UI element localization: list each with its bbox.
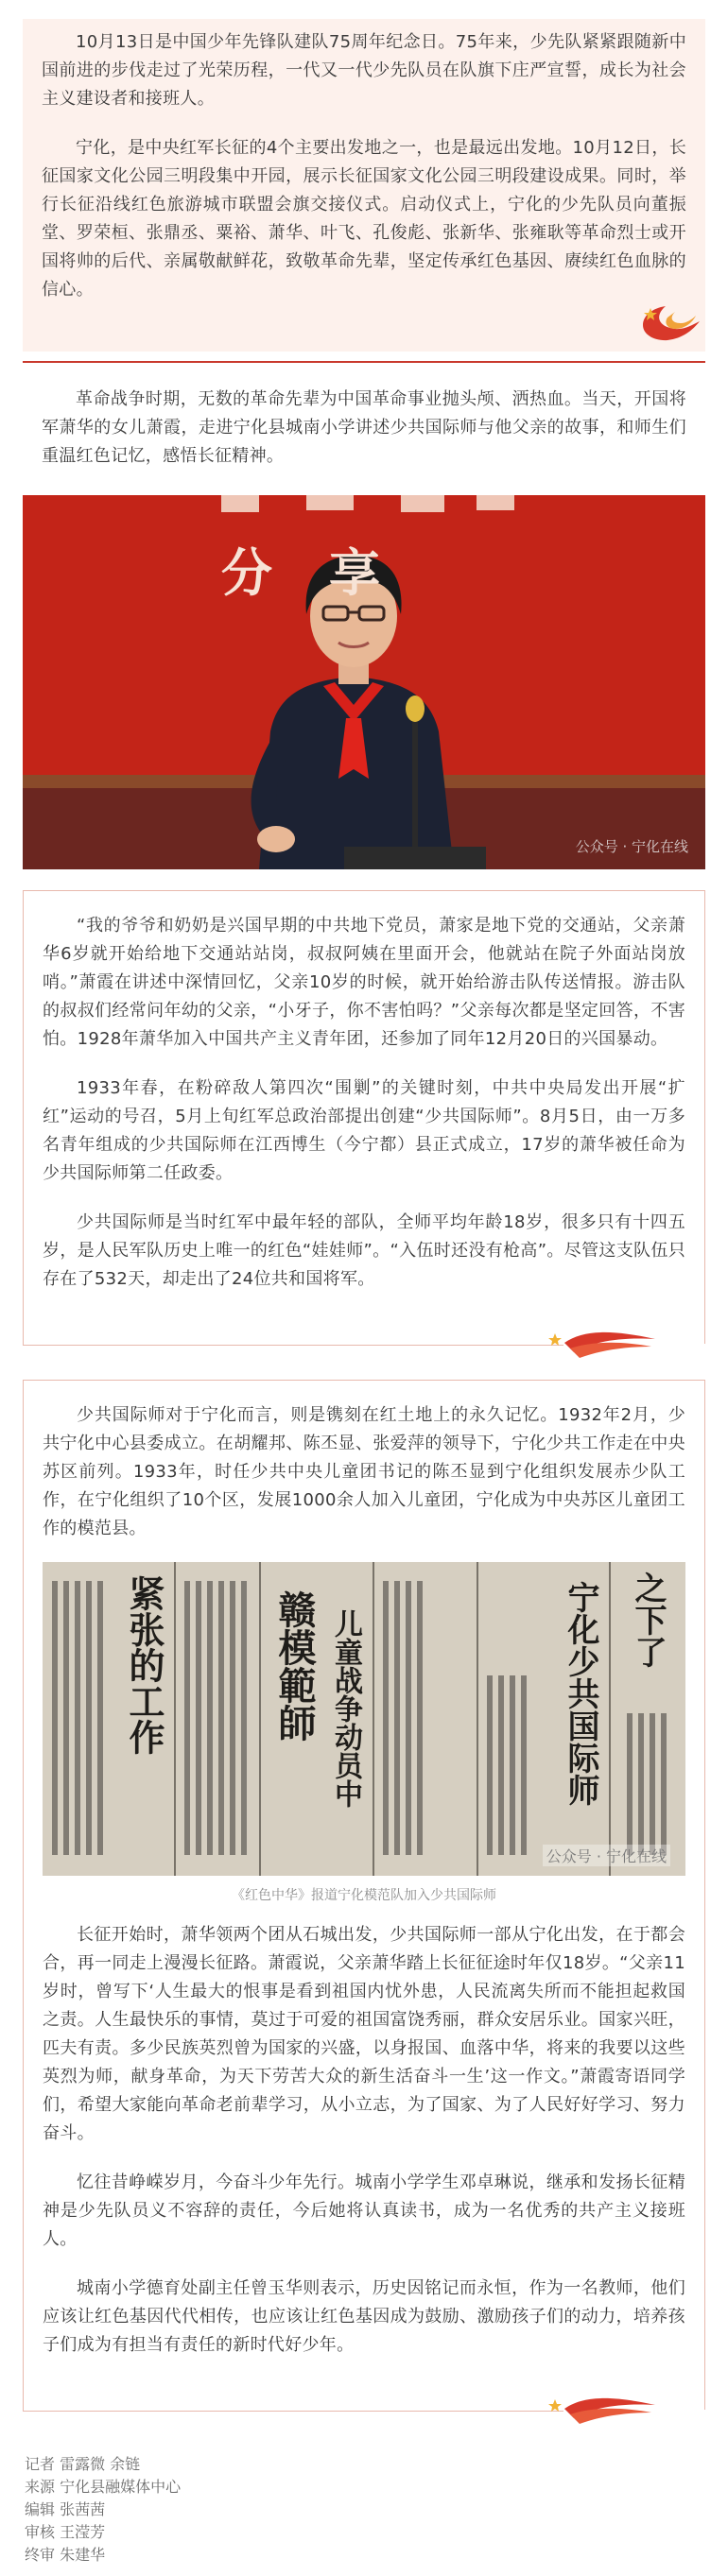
section-divider [23,361,705,363]
history-box-1 [23,890,705,1346]
red-ribbon-icon [546,2390,659,2428]
red-ribbon-icon [546,1324,659,1362]
history-paragraph: 城南小学德育处副主任曾玉华则表示，历史因铭记而永恒，作为一名教师，他们应该让红色基因代代相传，也应该让红色基因成为鼓励、激励孩子们的动力，培养孩子们成为有担当有责任的新时代好少年。 [43,2278,685,2355]
article-page [0,19,728,2576]
credit-reviewer: 审核 王滢芳 [25,2523,106,2541]
newspaper-headline: 宁化少共国际师 [562,1581,599,1806]
newspaper-caption: 《红色中华》报道宁化模范队加入少共国际师 [232,1888,496,1903]
photo-watermark: 公众号 · 宁化在线 [575,838,688,855]
article-credits [25,2453,705,2576]
newspaper-headline: 之下了 [629,1571,667,1668]
intro-box [23,19,705,352]
story-intro-section [23,386,705,471]
newspaper-headline: 儿童战争动员中 [329,1609,362,1808]
newspaper-headline: 赣模範師 [272,1590,316,1742]
speaker-photo [23,495,705,869]
credit-reporter: 记者 雷露微 余链 [25,2455,141,2473]
history-paragraph: 1933年春，在粉碎敌人第四次“围剿”的关键时刻，中共中央局发出开展“扩红”运动的号召，5月上旬红军总政治部提出创建“少共国际师”。8月5日，由一万多名青年组成的少共国际师在江西博生（今宁都）县正式成立，17岁的萧华被任命为少共国际师第二任政委。 [43,1078,685,1183]
history-paragraph: “我的爷爷和奶奶是兴国早期的中共地下党员，萧家是地下党的交通站，父亲萧华6岁就开始给地下交通站站岗，叔叔阿姨在里面开会，他就站在院子外面站岗放哨。”萧霞在讲述中深情回忆，父亲10岁的时候，就开始给游击队传送情报。游击队的叔叔们经常问年幼的父亲，“小牙子，你不害怕吗？”父亲每次都是坚定回答，不害怕。1928年萧华加入中国共产主义青年团，还参加了同年12月20日的兴国暴动。 [43,916,685,1049]
credit-final: 终审 朱建华 [25,2546,106,2564]
newspaper-watermark: 公众号 · 宁化在线 [543,1845,670,1866]
story-intro-paragraph: 革命战争时期，无数的革命先辈为中国革命事业抛头颅、洒热血。当天，开国将军萧华的女儿萧霞，走进宁化县城南小学讲述少共国际师与他父亲的故事，和师生们重温红色记忆，感悟长征精神。 [42,389,686,466]
history-box-2 [23,1380,705,2412]
red-ribbon-icon [637,302,705,346]
newspaper-headline: 紧张的工作 [123,1575,165,1755]
intro-paragraph: 宁化，是中央红军长征的4个主要出发地之一，也是最远出发地。10月12日，长征国家文化公园三明段集中开园，展示长征国家文化公园三明段建设成果。同时，举行长征沿线红色旅游城市联盟会旗交接仪式。启动仪式上，宁化的少先队员向董振堂、罗荣桓、张鼎丞、粟裕、萧华、叶飞、孔俊彪、张新华、张雍耿等革命烈士或开国将帅的后代、亲属敬献鲜花，致敬革命先辈，坚定传承红色基因、赓续红色血脉的信心。 [42,138,686,300]
history-paragraph: 少共国际师对于宁化而言，则是镌刻在红土地上的永久记忆。1932年2月，少共宁化中心县委成立。在胡耀邦、陈丕显、张爱萍的领导下，宁化少共工作走在中央苏区前列。1933年，时任少共中央儿童团书记的陈丕显到宁化组织发展赤少队工作，在宁化组织了10个区，发展1000余人加入儿童团，宁化成为中央苏区儿童团工作的模范县。 [43,1405,685,1538]
history-paragraph: 少共国际师是当时红军中最年轻的部队，全师平均年龄18岁，很多只有十四五岁，是人民军队历史上唯一的红色“娃娃师”。“入伍时还没有枪高”。尽管这支队伍只存在了532天，却走出了24位共和国将军。 [43,1212,685,1289]
newspaper-photo [43,1562,685,1876]
history-paragraph: 长征开始时，萧华领两个团从石城出发，少共国际师一部从宁化出发，在于都会合，再一同走上漫漫长征路。萧霞说，父亲萧华踏上长征征途时年仅18岁。“父亲11岁时，曾写下‘人生最大的恨事是看到祖国内忧外患，人民流离失所而不能担起救国之责。人生最快乐的事情，莫过于可爱的祖国富饶秀丽，群众安居乐业。国家兴旺，匹夫有责。多少民族英烈曾为国家的兴盛，以身报国、血落中华，将来的我要以这些英烈为师，献身革命，为天下劳苦大众的新生活奋斗一生’这一作文。”萧霞寄语同学们，希望大家能向革命老前辈学习，从小立志，为了国家、为了人民好好学习、努力奋斗。 [43,1925,685,2143]
credit-source: 来源 宁化县融媒体中心 [25,2478,182,2496]
history-paragraph: 忆往昔峥嵘岁月，今奋斗少年先行。城南小学学生邓卓琳说，继承和发扬长征精神是少先队员义不容辞的责任，今后她将认真读书，成为一名优秀的共产主义接班人。 [43,2172,685,2249]
credit-editor: 编辑 张茜茜 [25,2500,106,2518]
banner-text: 分享 [221,543,437,603]
intro-paragraph: 10月13日是中国少年先锋队建队75周年纪念日。75年来，少先队紧紧跟随新中国前进的步伐走过了光荣历程，一代又一代少先队员在队旗下庄严宣誓，成长为社会主义建设者和接班人。 [42,32,686,109]
